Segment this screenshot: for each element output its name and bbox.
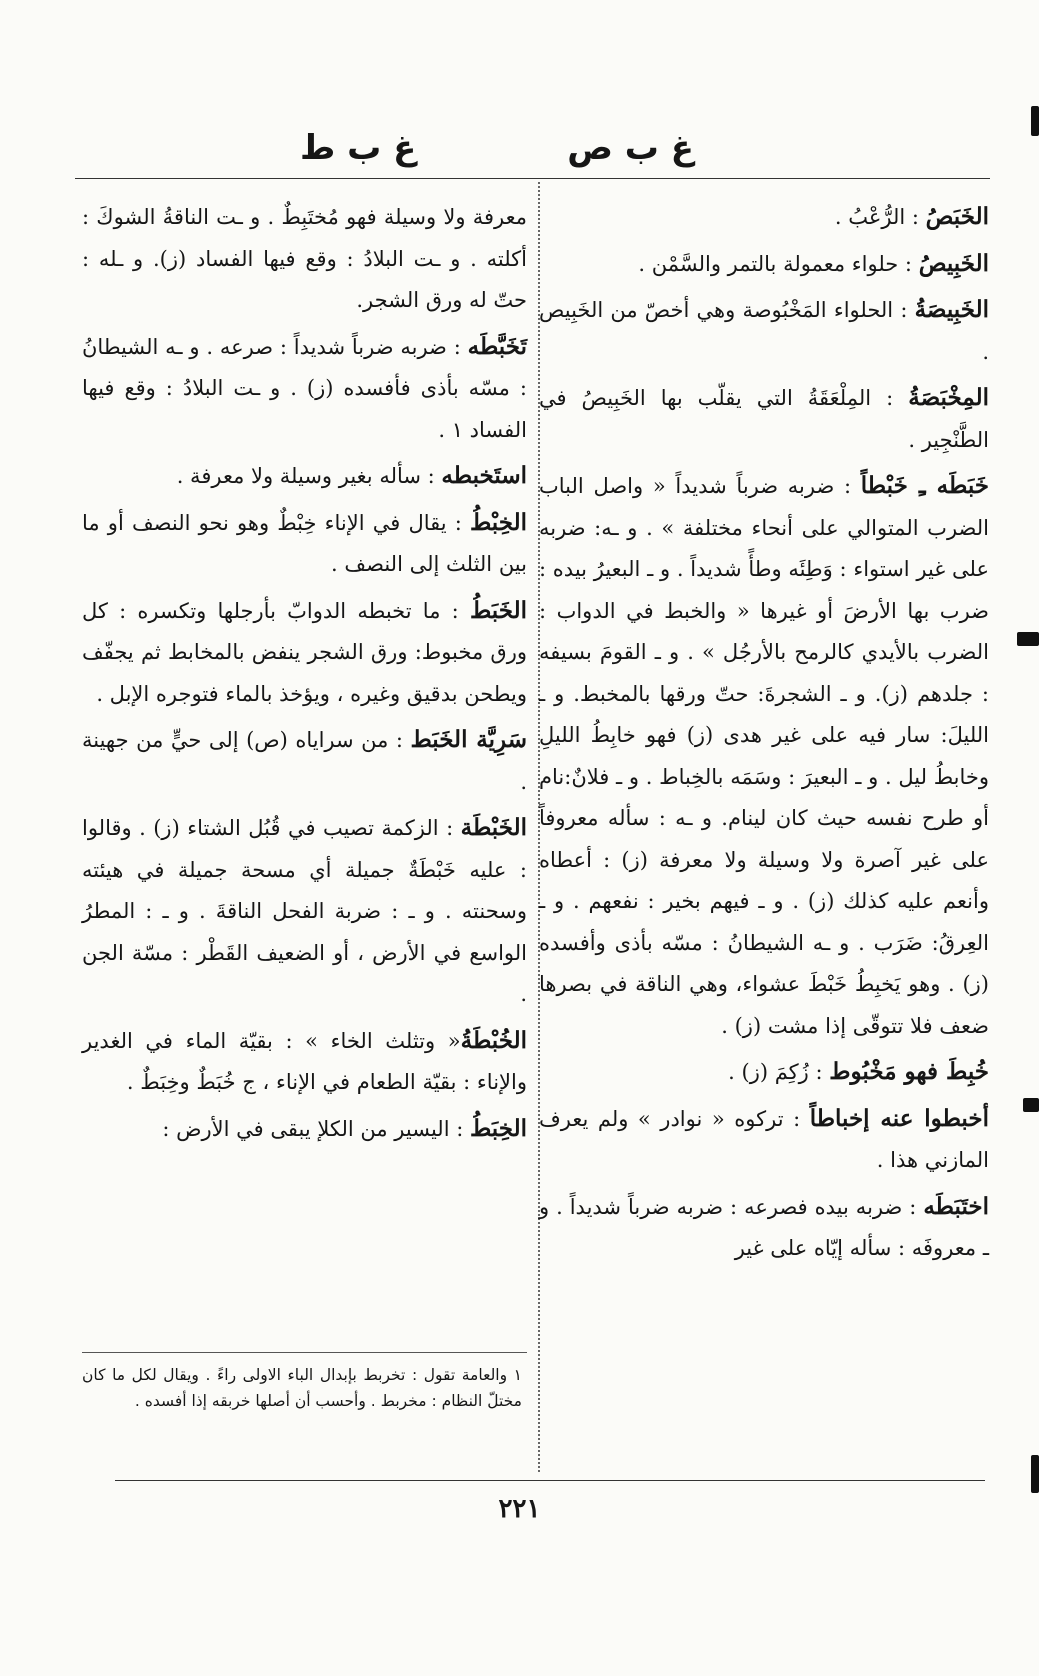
headword: خَبَطَه ـِ خَبْطاً (860, 472, 989, 499)
entry-continuation (82, 196, 527, 322)
definition: : ضربه بيده فصرعه : ضربه ضرباً شديداً . و ـ معروفَه : سأله إيّاه على غير (539, 1194, 989, 1260)
footer-rule (115, 1480, 985, 1481)
definition: : يقال في الإناء خِبْطٌ وهو نحو النصف أو ما بين الثلث إلى النصف . (82, 510, 527, 576)
entry-sariyyat-al-khabat (82, 719, 527, 803)
definition: : الرُّعْبُ . (834, 205, 926, 229)
definition: : الزكمة تصيب في قُبُل الشتاء (ز) . وقالوا : عليه خَبْطَةٌ جميلة أي مسحة جميلة في هيئته وسحنته . و ـ : ضربة الفحل الناقةَ . و ـ : المطرُ الواسع في الأرض ، أو الضعيف القَطْر : مسّة الجن . (82, 816, 527, 1006)
headword: الخَبَصُ (925, 203, 989, 230)
definition: : حلواء معمولة بالتمر والسَّمْن . (638, 251, 919, 276)
entry-khibat (82, 1108, 527, 1151)
definition: : اليسير من الكلإ يبقى في الأرض : (162, 1116, 470, 1141)
entry-khabatahu (539, 465, 989, 1047)
headword: استَخبطه (441, 462, 527, 489)
entry-khibt (82, 502, 527, 586)
definition: : الحلواء المَخْبُوصة وهي أخصّ من الخَبِيص . (539, 298, 989, 364)
definition: : ما تخبطه الدوابّ بأرجلها وتكسره : كل ورق مخبوط: ورق الشجر ينفض بالمخابط ثم يجفّف ويطحن بدقيق وغيره ، ويؤخذ بالماء فتوجره الإبل . (82, 598, 527, 706)
entry-khubta (82, 1020, 527, 1104)
headword: الخَبَطُ (469, 596, 527, 624)
entry-khabisa (539, 289, 989, 373)
right-column (539, 196, 989, 1274)
headword: أخبطوا عنه إخباطاً (809, 1104, 989, 1132)
definition: : تركوه « نوادر » ولم يعرف المازني هذا . (539, 1106, 989, 1172)
headword: الخَبْطَة (460, 814, 527, 841)
entry-istakhbatahu (82, 455, 527, 498)
footnote-rule (82, 1352, 527, 1353)
entry-takhabbatahu (82, 326, 527, 452)
definition: : المِلْعَقَةُ التي يقلّب بها الخَبِيصُ في الطَّنْجِير . (539, 386, 989, 452)
headword: تَخَبَّطَه (467, 332, 527, 360)
entry-khabas (539, 196, 989, 239)
definition: : سأله بغير وسيلة ولا معرفة . (176, 464, 442, 488)
entry-khabis (539, 243, 989, 286)
definition: : زُكِمَ (ز) . (728, 1060, 830, 1084)
definition: : ضربه ضرباً شديداً « واصل الباب الضرب المتوالي على أنحاء مختلفة » . و ـه: ضربه على غير استواء : وَطِئَه وطأً شديداً . و ـ البعيرُ بيده : ضرب بها الأرضَ أو غيرها « والخبط في الدواب : الضرب بالأيدي كالرمح بالأرجُل » . و ـ القومَ بسيفه : جلدهم (ز). و ـ الشجرةَ: حتّ ورقها بالمخبط. و ـ الليلَ: سار فيه على غير هدى (ز) فهو خابِطُ الليلِ وخابطُ ليل . و ـ البعيرَ : وسَمَه بالخِباط . و ـ فلانٌ:نام أو طرح نفسه حيث كان لينام. و ـه : سأله معروفاً على غير آصرة ولا وسيلة ولا معرفة (ز) : أعطاه وأنعم عليه كذلك (ز) . و ـ فيهم بخير : نفعهم . و ـ العِرقُ: ضَرَب . و ـه الشيطانُ : مسّه بأذى وأفسده (ز) . وهو يَخبِطُ خَبْطَ عشواء، وهي الناقة في بصرها ضعف فلا تتوقّى إذا مشت (ز) . (539, 474, 989, 1038)
margin-mark (1031, 106, 1039, 136)
margin-mark (1031, 1455, 1039, 1493)
headword: المِخْبَصَةُ (908, 384, 989, 411)
left-column (82, 196, 527, 1154)
page-number: ٢٢١ (498, 1494, 541, 1524)
headword: خُبِطَ فهو مَخْبُوط (829, 1058, 989, 1085)
headword: الخُبْطَةُ (460, 1026, 527, 1054)
definition: : من سراياه (ص) إلى حيٍّ من جهينة . (82, 728, 527, 794)
headword: الخَبِيصُ (918, 249, 989, 277)
entry-khubita (539, 1051, 989, 1094)
headword: الخِبْطُ (469, 508, 527, 536)
definition: معرفة ولا وسيلة فهو مُختَبِطٌ . و ـت الناقةُ الشوكَ : أكلته . و ـت البلادُ : وقع فيها الفساد (ز). و ـله : حتّ له ورق الشجر. (82, 205, 527, 312)
running-header-left: غ ب ط (300, 128, 417, 168)
headword: اختَبَطَه (923, 1192, 989, 1220)
headword: سَرِيَّة الخَبَط (410, 726, 527, 753)
margin-mark (1023, 1098, 1039, 1112)
footnote: ١ والعامة تقول : تخربط بإبدال الباء الاولى راءً . ويقال لكل ما كان مختلّ النظام : مخربط . وأحسب أن أصلها خربقه إذا أفسده . (82, 1366, 522, 1410)
entry-khabta (82, 807, 527, 1016)
entry-mikhbasa (539, 377, 989, 461)
margin-mark (1017, 632, 1039, 646)
entry-khabat (82, 590, 527, 716)
definition: : ضربه ضرباً شديداً : صرعه . و ـه الشيطانُ : مسّه بأذى فأفسده (ز) . و ـت البلادُ : وقع فيها الفساد ١ . (82, 334, 527, 442)
entry-akhbatu (539, 1098, 989, 1182)
headword: الخِبَطُ (469, 1114, 527, 1142)
headword: الخَبِيصَةُ (914, 296, 989, 323)
running-header-right: غ ب ص (567, 128, 694, 168)
entry-ikhtabatahu (539, 1186, 989, 1270)
definition: « وتثلث الخاء » : بقيّة الماء في الغدير والإناء : بقيّة الطعام في الإناء ، ج خُبَطٌ وخِبَطٌ . (82, 1028, 527, 1094)
header-rule (75, 178, 990, 179)
